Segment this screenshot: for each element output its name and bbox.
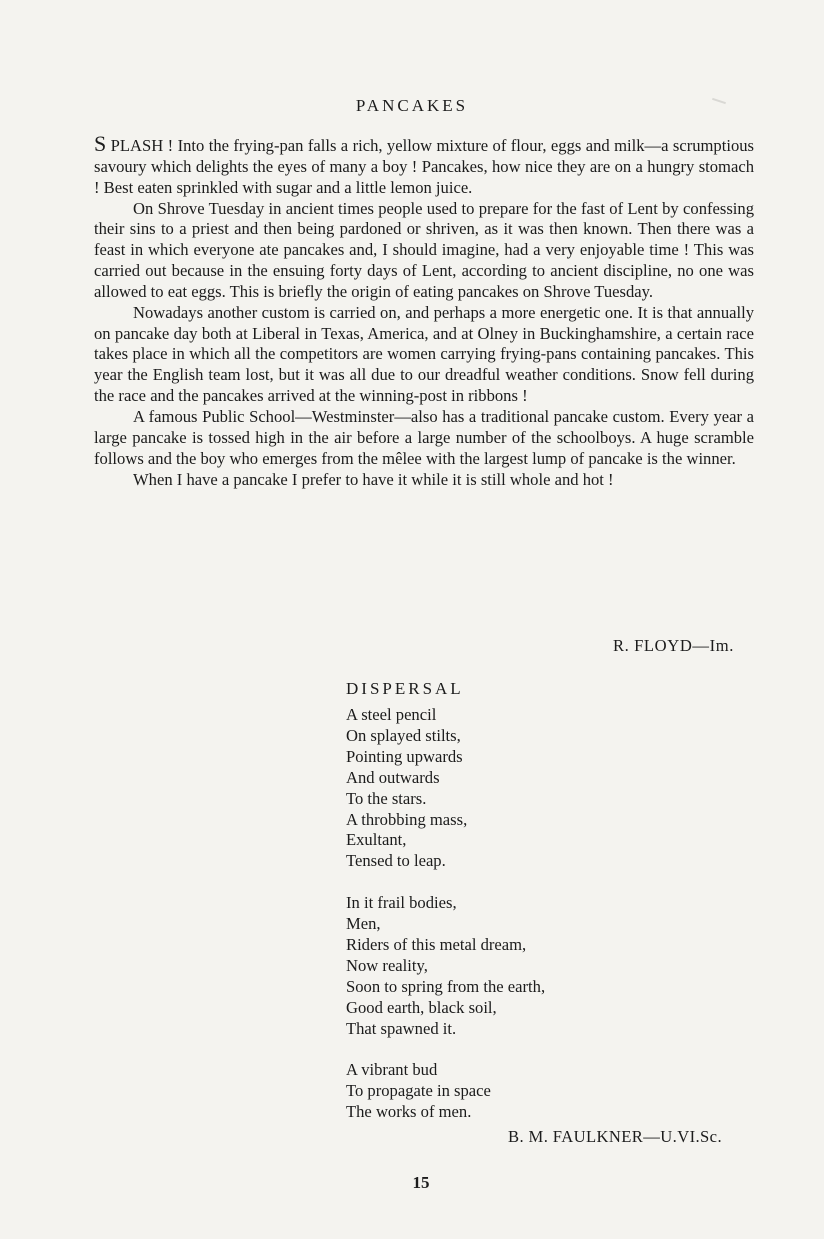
poem-line: Now reality, bbox=[346, 955, 428, 975]
poem-line: Tensed to leap. bbox=[346, 851, 446, 871]
poem-line: Men, bbox=[346, 914, 381, 934]
essay-paragraph: A famous Public School—Westminster—also has a traditional pancake custom. Every year a large pancake is tossed high in the air before a large number of the schoolboys. A huge scramble follows and the boy who emerges from the mêlee with the largest lump of pancake is the winner. bbox=[94, 406, 754, 468]
poem-line: On splayed stilts, bbox=[346, 725, 461, 745]
poem-stanza bbox=[346, 1060, 726, 1123]
poem-line: And outwards bbox=[346, 767, 440, 787]
poem-line: Riders of this metal dream, bbox=[346, 934, 527, 954]
essay-paragraph: When I have a pancake I prefer to have it while it is still whole and hot ! bbox=[133, 469, 614, 489]
poem-line: That spawned it. bbox=[346, 1018, 457, 1038]
essay-paragraph-text: PLASH ! Into the frying-pan falls a rich, yellow mixture of flour, eggs and milk—a scrumptious savoury which delights the eyes of many a boy ! Pancakes, how nice they are on a hungry stomach ! Best eaten sprinkled with sugar and a little lemon juice. bbox=[94, 136, 755, 197]
poem-line: Pointing upwards bbox=[346, 746, 463, 766]
poem-line: A steel pencil bbox=[346, 705, 437, 724]
poem-line: To the stars. bbox=[346, 788, 427, 808]
poem-line: To propagate in space bbox=[346, 1081, 491, 1101]
essay-title: PANCAKES bbox=[355, 96, 469, 115]
poem-line: In it frail bodies, bbox=[346, 893, 457, 913]
poem-line: Good earth, black soil, bbox=[346, 997, 497, 1017]
essay-paragraph: Nowadays another custom is carried on, and perhaps a more energetic one. It is that annually on pancake day both at Liberal in Texas, America, and at Olney in Buckinghamshire, a certain race takes place in which all the competitors are women carrying frying-pans containing pancakes. This year the English team lost, but it was all due to our dreadful weather conditions. Snow fell during the race and the pancakes arrived at the winning-post in ribbons ! bbox=[94, 302, 754, 406]
essay-author: R. FLOYD—Im. bbox=[612, 636, 734, 655]
essay-body bbox=[94, 131, 755, 490]
essay-paragraph bbox=[94, 131, 755, 199]
poem-line: A throbbing mass, bbox=[346, 809, 468, 829]
poem-author: B. M. FAULKNER—U.VI.Sc. bbox=[507, 1127, 722, 1146]
drop-cap: S bbox=[94, 131, 107, 156]
poem-stanza bbox=[346, 705, 726, 872]
poem-stanza bbox=[346, 893, 726, 1039]
poem-body bbox=[346, 705, 726, 1123]
poem-line: Soon to spring from the earth, bbox=[346, 976, 546, 996]
essay-paragraph: On Shrove Tuesday in ancient times people used to prepare for the fast of Lent by confessing their sins to a priest and then being pardoned or shriven, as it was then known. Then there was a feast in which everyone ate pancakes and, I should imagine, had a very enjoyable time ! This was carried out because in the ensuing forty days of Lent, according to ancient discipline, no one was allowed to eat eggs. This is briefly the origin of eating pancakes on Shrove Tuesday. bbox=[94, 198, 754, 301]
poem-line: Exultant, bbox=[346, 830, 407, 850]
poem-line: The works of men. bbox=[346, 1102, 472, 1122]
poem-line: A vibrant bud bbox=[346, 1060, 438, 1080]
page-number: 15 bbox=[412, 1173, 430, 1192]
poem-title: DISPERSAL bbox=[346, 679, 464, 698]
